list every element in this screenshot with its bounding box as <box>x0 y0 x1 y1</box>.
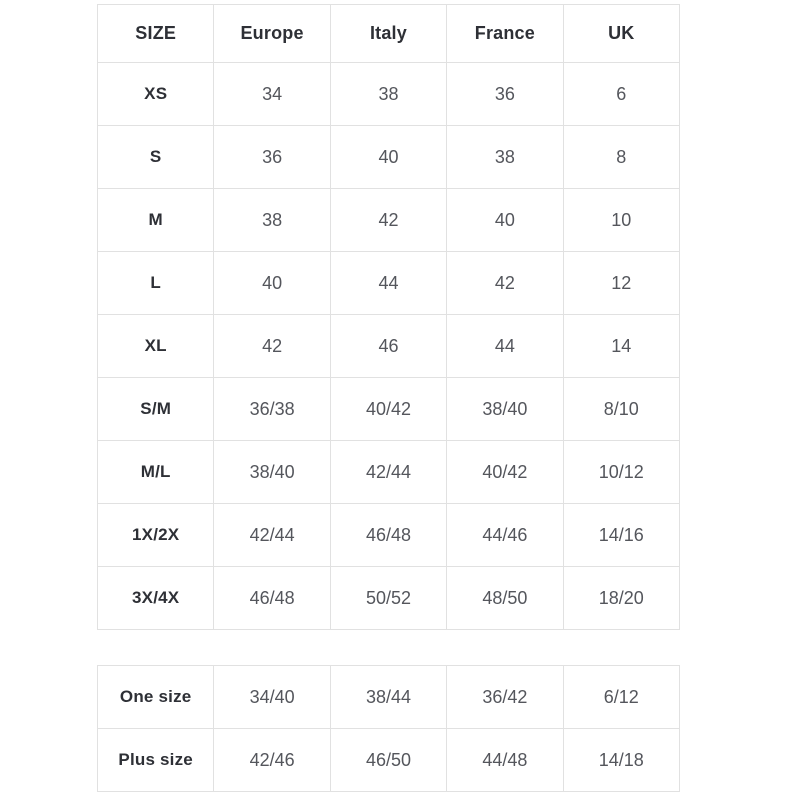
row-label-l: L <box>98 252 214 315</box>
row-label-1x2x: 1X/2X <box>98 504 214 567</box>
row-label-s: S <box>98 126 214 189</box>
cell-1x2x-france: 44/46 <box>447 504 563 567</box>
table-row-ml <box>98 441 680 504</box>
column-header-size: SIZE <box>98 5 214 63</box>
cell-sm-italy: 40/42 <box>330 378 446 441</box>
cell-s-italy: 40 <box>330 126 446 189</box>
table-row-l <box>98 252 680 315</box>
table-row-s <box>98 126 680 189</box>
cell-plussize-uk: 14/18 <box>563 729 679 792</box>
table-header-row <box>98 5 680 63</box>
cell-xl-uk: 14 <box>563 315 679 378</box>
cell-3x4x-france: 48/50 <box>447 567 563 630</box>
table-row-xl <box>98 315 680 378</box>
cell-3x4x-italy: 50/52 <box>330 567 446 630</box>
cell-1x2x-uk: 14/16 <box>563 504 679 567</box>
table-row-3x4x <box>98 567 680 630</box>
cell-sm-uk: 8/10 <box>563 378 679 441</box>
cell-onesize-france: 36/42 <box>447 666 563 729</box>
cell-plussize-italy: 46/50 <box>330 729 446 792</box>
cell-ml-france: 40/42 <box>447 441 563 504</box>
row-label-one-size: One size <box>98 666 214 729</box>
row-label-m: M <box>98 189 214 252</box>
cell-xs-france: 36 <box>447 63 563 126</box>
cell-s-europe: 36 <box>214 126 330 189</box>
column-header-france: France <box>447 5 563 63</box>
cell-xl-italy: 46 <box>330 315 446 378</box>
cell-3x4x-uk: 18/20 <box>563 567 679 630</box>
cell-1x2x-europe: 42/44 <box>214 504 330 567</box>
row-label-xl: XL <box>98 315 214 378</box>
table-row-sm <box>98 378 680 441</box>
cell-m-france: 40 <box>447 189 563 252</box>
cell-xl-europe: 42 <box>214 315 330 378</box>
cell-m-italy: 42 <box>330 189 446 252</box>
cell-plussize-europe: 42/46 <box>214 729 330 792</box>
table-row-1x2x <box>98 504 680 567</box>
cell-xs-uk: 6 <box>563 63 679 126</box>
cell-s-france: 38 <box>447 126 563 189</box>
cell-3x4x-europe: 46/48 <box>214 567 330 630</box>
cell-sm-france: 38/40 <box>447 378 563 441</box>
cell-onesize-uk: 6/12 <box>563 666 679 729</box>
row-label-ml: M/L <box>98 441 214 504</box>
table-row-one-size <box>98 666 680 729</box>
cell-sm-europe: 36/38 <box>214 378 330 441</box>
cell-ml-italy: 42/44 <box>330 441 446 504</box>
column-header-italy: Italy <box>330 5 446 63</box>
cell-plussize-france: 44/48 <box>447 729 563 792</box>
cell-l-france: 42 <box>447 252 563 315</box>
column-header-europe: Europe <box>214 5 330 63</box>
cell-l-italy: 44 <box>330 252 446 315</box>
row-label-3x4x: 3X/4X <box>98 567 214 630</box>
row-label-sm: S/M <box>98 378 214 441</box>
cell-l-europe: 40 <box>214 252 330 315</box>
special-sizes-table <box>97 665 680 792</box>
cell-m-europe: 38 <box>214 189 330 252</box>
size-conversion-table <box>97 4 680 630</box>
table-row-xs <box>98 63 680 126</box>
cell-xl-france: 44 <box>447 315 563 378</box>
row-label-plus-size: Plus size <box>98 729 214 792</box>
table-row-plus-size <box>98 729 680 792</box>
cell-1x2x-italy: 46/48 <box>330 504 446 567</box>
column-header-uk: UK <box>563 5 679 63</box>
row-label-xs: XS <box>98 63 214 126</box>
table-row-m <box>98 189 680 252</box>
cell-m-uk: 10 <box>563 189 679 252</box>
cell-onesize-europe: 34/40 <box>214 666 330 729</box>
cell-l-uk: 12 <box>563 252 679 315</box>
cell-xs-italy: 38 <box>330 63 446 126</box>
cell-ml-uk: 10/12 <box>563 441 679 504</box>
cell-s-uk: 8 <box>563 126 679 189</box>
cell-onesize-italy: 38/44 <box>330 666 446 729</box>
cell-xs-europe: 34 <box>214 63 330 126</box>
cell-ml-europe: 38/40 <box>214 441 330 504</box>
